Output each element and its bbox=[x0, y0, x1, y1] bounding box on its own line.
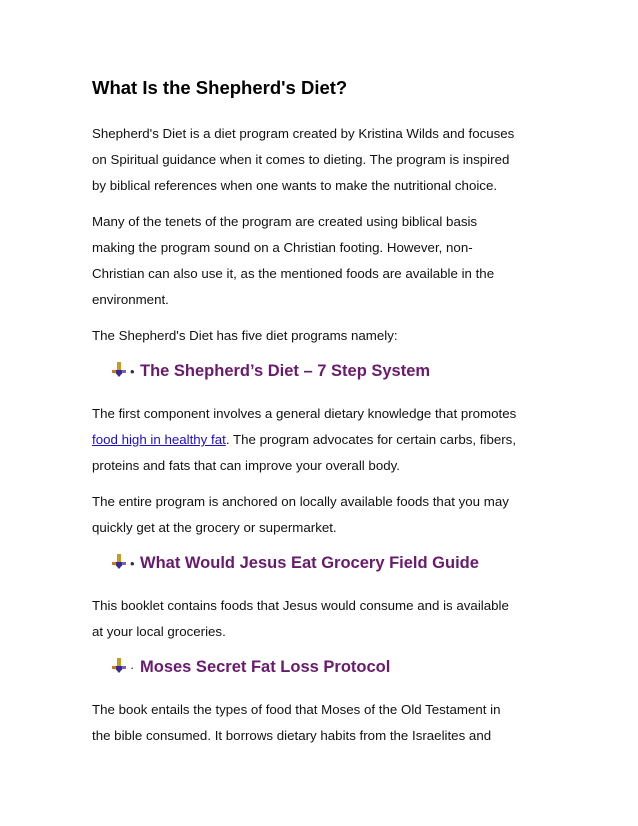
text-line: at your local groceries. bbox=[92, 624, 226, 639]
section-heading-text: Moses Secret Fat Loss Protocol bbox=[140, 658, 391, 676]
text-line: The Shepherd's Diet has five diet programs namely: bbox=[92, 328, 398, 343]
section-heading-text: What Would Jesus Eat Grocery Field Guide bbox=[140, 554, 479, 572]
text-line bbox=[92, 427, 562, 453]
programs-intro bbox=[92, 323, 562, 349]
arrow-bullet-icon bbox=[112, 554, 126, 570]
section-heading-moses-protocol bbox=[92, 655, 562, 681]
text-line: environment. bbox=[92, 292, 169, 307]
text-line: The entire program is anchored on locally available foods that you may bbox=[92, 494, 509, 509]
text-line: the bible consumed. It borrows dietary habits from the Israelites and bbox=[92, 728, 492, 743]
section-paragraph bbox=[92, 401, 562, 479]
section-heading-text: The Shepherd’s Diet – 7 Step System bbox=[140, 362, 431, 380]
text-line: Many of the tenets of the program are created using biblical basis bbox=[92, 214, 478, 229]
page-title: What Is the Shepherd's Diet? bbox=[92, 77, 348, 98]
text-line: Shepherd's Diet is a diet program created by Kristina Wilds and focuses bbox=[92, 126, 515, 141]
text-line: Christian can also use it, as the mentioned foods are available in the bbox=[92, 266, 495, 281]
intro-paragraph bbox=[92, 121, 562, 199]
tenets-paragraph bbox=[92, 209, 562, 313]
bullet-dot: • bbox=[130, 364, 135, 379]
text-line: The first component involves a general dietary knowledge that promotes bbox=[92, 406, 517, 421]
section-paragraph bbox=[92, 593, 562, 645]
bullet-dot: · bbox=[130, 660, 135, 675]
section-heading-7-step-system bbox=[92, 359, 562, 385]
arrow-bullet-icon bbox=[112, 658, 126, 674]
text-line: proteins and fats that can improve your overall body. bbox=[92, 458, 400, 473]
text-line: by biblical references when one wants to make the nutritional choice. bbox=[92, 178, 498, 193]
bullet-dot: • bbox=[130, 556, 135, 571]
text-line: The book entails the types of food that Moses of the Old Testament in bbox=[92, 702, 501, 717]
section-paragraph bbox=[92, 697, 562, 749]
text-line: quickly get at the grocery or supermarket. bbox=[92, 520, 337, 535]
healthy-fat-link[interactable]: food high in healthy fat bbox=[92, 432, 226, 447]
arrow-bullet-icon bbox=[112, 362, 126, 378]
section-heading-grocery-field-guide bbox=[92, 551, 562, 577]
section-paragraph bbox=[92, 489, 562, 541]
text-fragment: . The program advocates for certain carbs, fibers, bbox=[225, 432, 517, 447]
text-line: This booklet contains foods that Jesus would consume and is available bbox=[92, 598, 509, 613]
text-line: on Spiritual guidance when it comes to dieting. The program is inspired bbox=[92, 152, 510, 167]
text-line: making the program sound on a Christian footing. However, non- bbox=[92, 240, 473, 255]
document-page bbox=[92, 76, 562, 759]
